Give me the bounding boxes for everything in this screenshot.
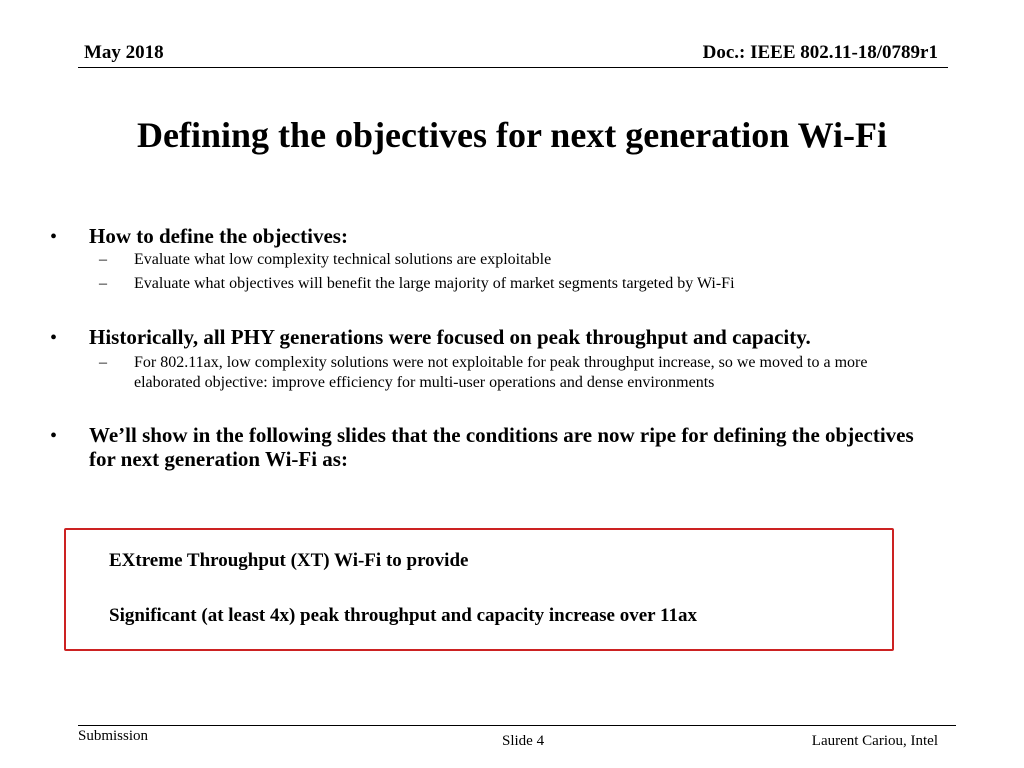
sub-item [99,353,950,393]
sub-dash: – [99,251,107,268]
bullet-text: Historically, all PHY generations were focused on peak throughput and capacity. [89,325,811,349]
slide-title: Defining the objectives for next generation Wi-Fi [137,115,887,155]
slide-content [50,222,950,471]
sub-text: Evaluate what low complexity technical solutions are exploitable [134,251,552,268]
sub-text: For 802.11ax, low complexity solutions were not exploitable for peak throughput increase, so we moved to a more elaborated objective: improve efficiency for multi-user operations and dense environments [134,354,868,391]
footer-submission: Submission [78,728,149,744]
bullet-3 [50,423,950,471]
bullet-2 [50,325,950,351]
highlight-box [64,528,894,651]
header-date: May 2018 [84,42,164,63]
footer-slide-number: Slide 4 [502,733,545,749]
bullet-text: How to define the objectives: [89,224,348,248]
sub-dash: – [99,354,107,371]
footer-rule [78,725,956,726]
bullet-symbol: • [50,327,58,349]
highlight-line-2: Significant (at least 4x) peak throughput and capacity increase over 11ax [109,605,697,626]
sub-item [99,250,950,270]
sub-item [99,274,950,294]
header-doc-id: Doc.: IEEE 802.11-18/0789r1 [702,42,938,63]
bullet-1 [50,224,950,250]
highlight-line-1: EXtreme Throughput (XT) Wi-Fi to provide [109,550,469,571]
bullet-symbol: • [50,425,58,447]
bullet-text: We’ll show in the following slides that the conditions are now ripe for defining the objectives for next generation Wi-Fi as: [89,423,914,471]
bullet-symbol: • [50,226,58,248]
sub-dash: – [99,275,107,292]
footer-author: Laurent Cariou, Intel [811,733,938,749]
header-rule [78,67,948,68]
sub-text: Evaluate what objectives will benefit the large majority of market segments targeted by Wi-Fi [134,275,735,292]
